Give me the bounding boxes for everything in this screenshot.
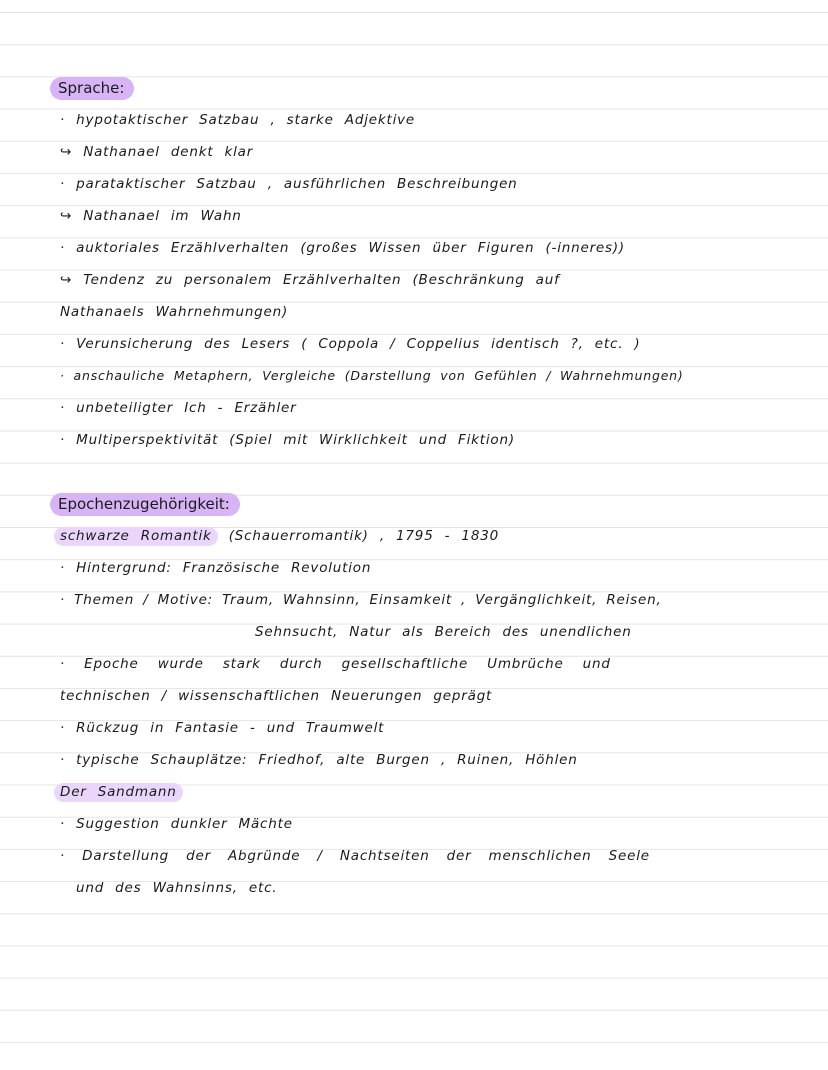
highlight-der-sandmann: Der Sandmann	[54, 783, 183, 802]
note-line	[0, 170, 828, 202]
note-text	[54, 528, 499, 544]
section-heading-epochenzugehoerigkeit: Epochenzugehörigkeit:	[50, 493, 240, 516]
note-text: Nathanaels Wahrnehmungen)	[60, 304, 289, 320]
note-text: · Themen / Motive: Traum, Wahnsinn, Einsamkeit , Vergänglichkeit, Reisen,	[60, 592, 662, 608]
note-line	[0, 202, 828, 234]
note-text: · Suggestion dunkler Mächte	[60, 816, 293, 832]
section-heading-sprache: Sprache:	[50, 77, 134, 100]
note-text: ↪ Tendenz zu personalem Erzählverhalten (Beschränkung auf	[60, 272, 560, 288]
note-line	[0, 682, 828, 714]
note-line	[0, 394, 828, 426]
note-text: · Multiperspektivität (Spiel mit Wirklichkeit und Fiktion)	[60, 432, 515, 448]
note-line	[0, 234, 828, 266]
note-line	[0, 426, 828, 458]
note-text: · Rückzug in Fantasie - und Traumwelt	[60, 720, 385, 736]
note-text: und des Wahnsinns, etc.	[76, 880, 278, 896]
note-line	[0, 298, 828, 330]
note-text: · typische Schauplätze: Friedhof, alte Burgen , Ruinen, Höhlen	[60, 752, 578, 768]
note-text: ↪ Nathanael im Wahn	[60, 208, 242, 224]
note-line	[0, 714, 828, 746]
note-line	[0, 618, 828, 650]
note-text: · Verunsicherung des Lesers ( Coppola / Coppelius identisch ?, etc. )	[60, 336, 641, 352]
note-text: · unbeteiligter Ich - Erzähler	[60, 400, 297, 416]
note-text: · Epoche wurde stark durch gesellschaftliche Umbrüche und	[60, 656, 611, 672]
note-line	[0, 554, 828, 586]
note-line	[0, 810, 828, 842]
note-text: · anschauliche Metaphern, Vergleiche (Darstellung von Gefühlen / Wahrnehmungen)	[60, 368, 684, 383]
note-line	[0, 586, 828, 618]
section-sprache-heading-line	[0, 74, 828, 106]
note-text: · parataktischer Satzbau , ausführlichen Beschreibungen	[60, 176, 518, 192]
note-line	[0, 522, 828, 554]
note-line	[0, 746, 828, 778]
section-sandmann-heading-line	[0, 778, 828, 810]
note-text: · Darstellung der Abgründe / Nachtseiten der menschlichen Seele	[60, 848, 650, 864]
highlight-schwarze-romantik: schwarze Romantik	[54, 527, 218, 546]
note-text: technischen / wissenschaftlichen Neuerungen geprägt	[60, 688, 493, 704]
note-line	[0, 138, 828, 170]
note-text: · Hintergrund: Französische Revolution	[60, 560, 372, 576]
note-text: Sehnsucht, Natur als Bereich des unendlichen	[255, 624, 632, 640]
note-text: ↪ Nathanael denkt klar	[60, 144, 254, 160]
section-epoche-heading-line	[0, 490, 828, 522]
epoche-first-line-rest: (Schauerromantik) , 1795 - 1830	[228, 528, 499, 544]
note-line	[0, 650, 828, 682]
note-text: · auktoriales Erzählverhalten (großes Wissen über Figuren (-inneres))	[60, 240, 625, 256]
note-line	[0, 362, 828, 394]
note-line	[0, 874, 828, 906]
note-line	[0, 330, 828, 362]
note-line	[0, 266, 828, 298]
note-text	[54, 784, 183, 800]
note-line	[0, 842, 828, 874]
note-line	[0, 106, 828, 138]
note-text: · hypotaktischer Satzbau , starke Adjektive	[60, 112, 416, 128]
